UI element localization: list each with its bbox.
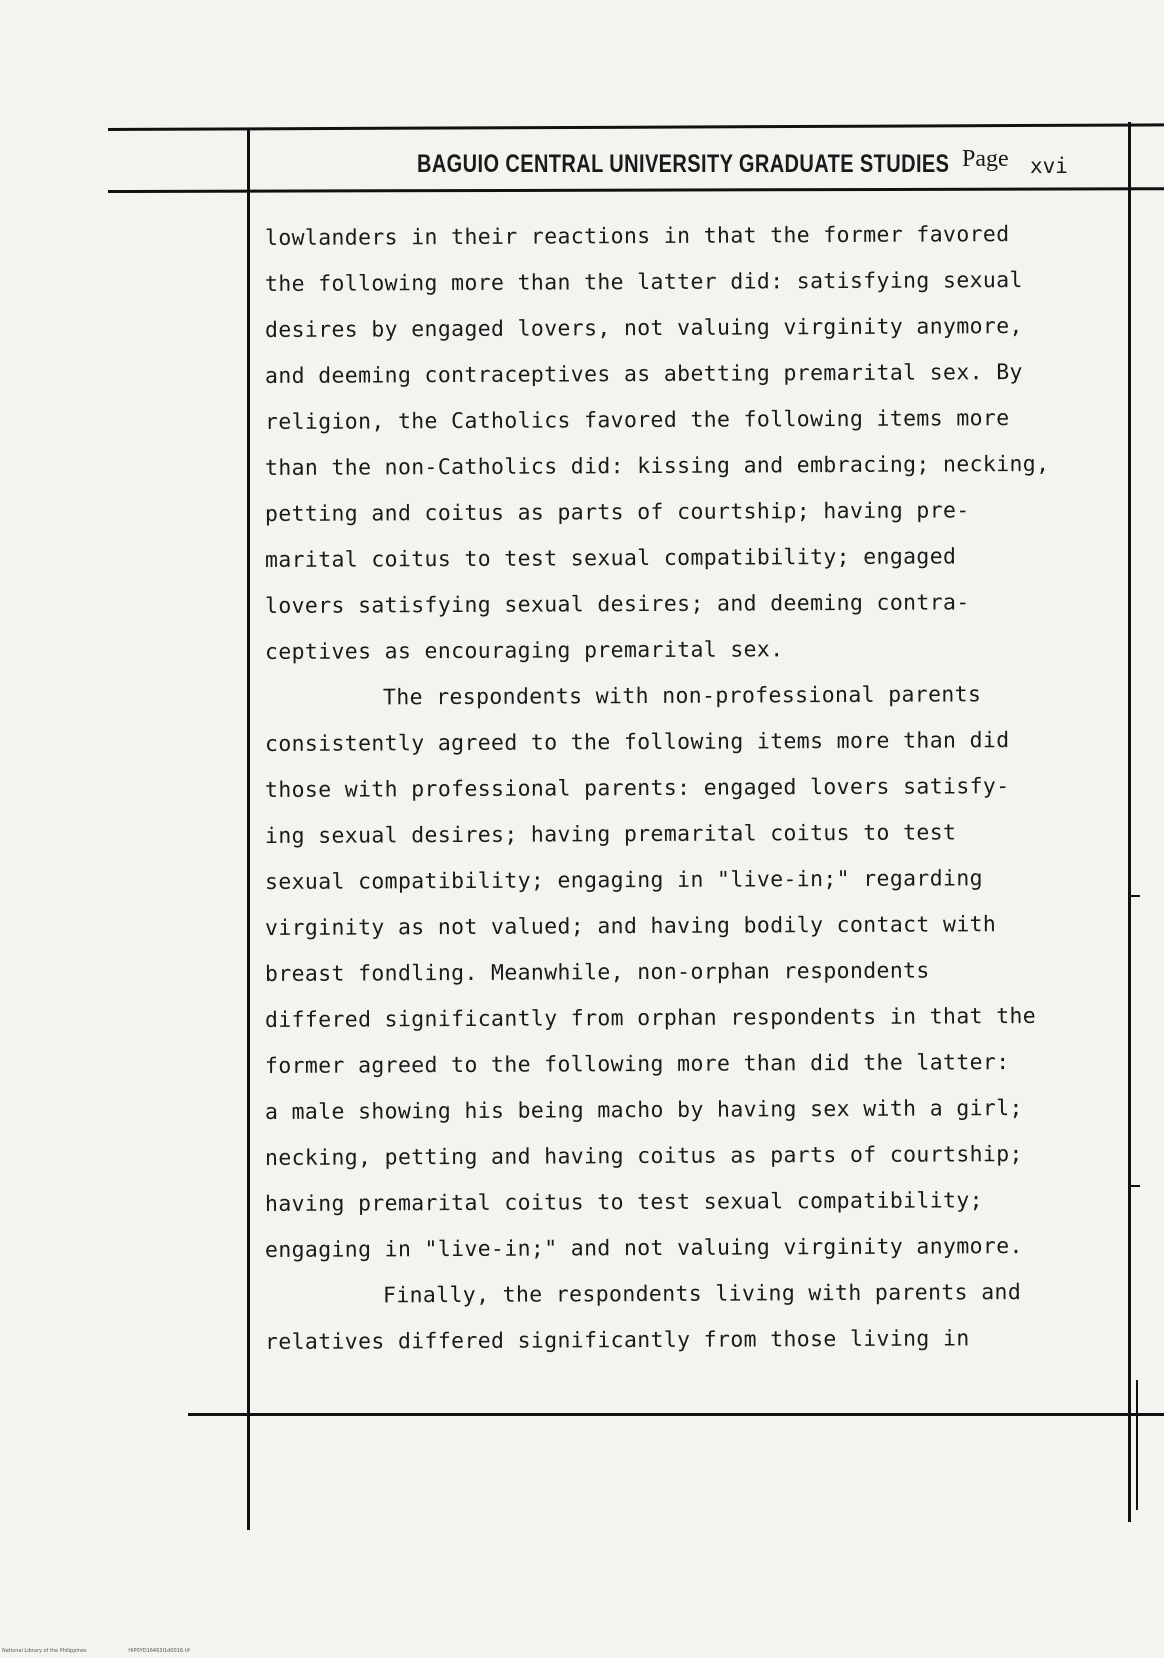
text-line: differed significantly from orphan respondents in that the — [264, 1003, 1037, 1033]
text-line: breast fondling. Meanwhile, non-orphan respondents — [264, 958, 930, 987]
text-line: petting and coitus as parts of courtship; having pre- — [264, 498, 970, 527]
right-margin-rule — [1128, 122, 1131, 1522]
text-line: than the non-Catholics did: kissing and embracing; necking, — [264, 451, 1050, 481]
text-line: a male showing his being macho by having sex with a girl; — [264, 1096, 1023, 1125]
bottom-rule — [188, 1413, 1164, 1416]
text-line: ceptives as encouraging premarital sex. — [264, 637, 784, 665]
text-line: lovers satisfying sexual desires; and deeming contra- — [264, 590, 970, 619]
top-rule — [108, 123, 1164, 131]
text-line: The respondents with non-professional parents — [382, 682, 982, 711]
page-number: xvi — [1030, 154, 1068, 178]
text-line: virginity as not valued; and having bodily contact with — [264, 912, 997, 941]
text-line: engaging in "live-in;" and not valuing virginity anymore. — [264, 1234, 1023, 1263]
text-line: former agreed to the following more than did the latter: — [264, 1050, 1010, 1079]
text-line: lowlanders in their reactions in that the former favored — [264, 222, 1010, 251]
text-line: marital coitus to test sexual compatibility; engaged — [264, 544, 957, 573]
margin-tick — [1130, 1185, 1140, 1187]
text-line: necking, petting and having coitus as parts of courtship; — [264, 1142, 1023, 1171]
text-line: desires by engaged lovers, not valuing virginity anymore, — [264, 314, 1023, 343]
text-line: Finally, the respondents living with parents and — [382, 1280, 1022, 1309]
text-line: religion, the Catholics favored the following items more — [264, 406, 1010, 435]
text-line: those with professional parents: engaged lovers satisfy- — [264, 774, 1010, 803]
library-credit: National Library of the Philippines — [2, 1648, 87, 1654]
header-rule — [108, 187, 1164, 193]
text-line: ing sexual desires; having premarital coitus to test — [264, 820, 957, 849]
text-line: having premarital coitus to test sexual compatibility; — [264, 1188, 983, 1217]
page-header — [250, 142, 1128, 188]
file-name: HIP0YD16463I1d0016.tif — [128, 1648, 190, 1654]
text-line: sexual compatibility; engaging in "live-in;" regarding — [264, 866, 983, 895]
scan-footer — [2, 1648, 230, 1654]
page-label: Page — [962, 146, 1009, 172]
left-margin-rule — [247, 130, 250, 1530]
text-line: the following more than the latter did: satisfying sexual — [264, 268, 1023, 297]
university-title: BAGUIO CENTRAL UNIVERSITY GRADUATE STUDIES — [417, 150, 950, 178]
text-line: and deeming contraceptives as abetting premarital sex. By — [264, 360, 1023, 389]
text-line: consistently agreed to the following items more than did — [264, 728, 1010, 757]
right-margin-rule-inner — [1136, 1380, 1138, 1510]
margin-tick — [1130, 895, 1140, 897]
text-line: relatives differed significantly from those living in — [264, 1326, 970, 1355]
